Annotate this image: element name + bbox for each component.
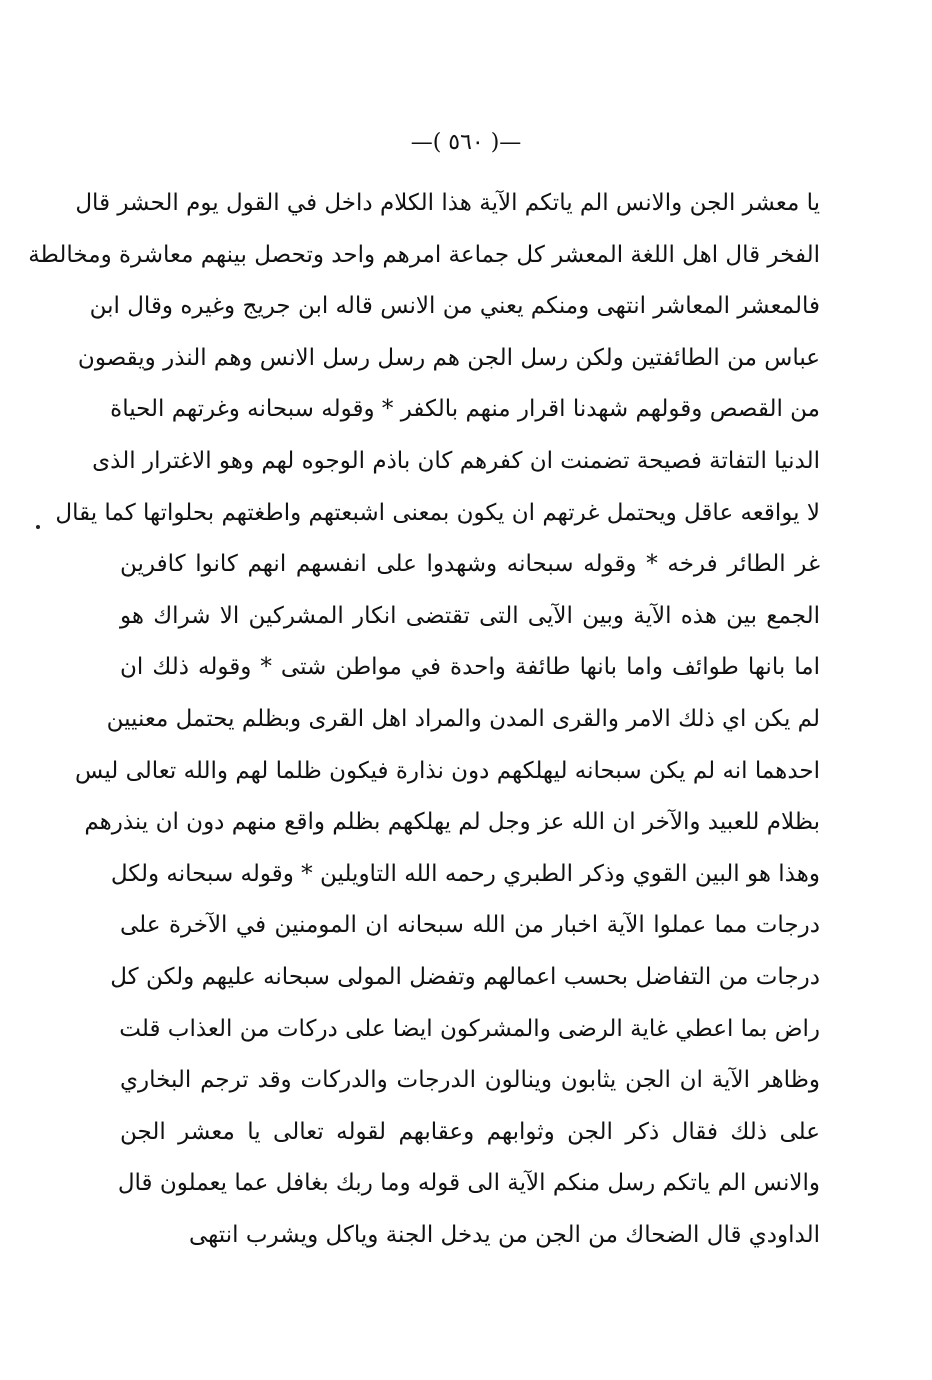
text-line: وظاهر الآية ان الجن يثابون وينالون الدرجات والدركات وقد ترجم البخاري [120,1067,820,1094]
text-line: درجات من التفاضل بحسب اعمالهم وتفضل المولى سبحانه عليهم ولكن كل [110,963,820,990]
text-line: الجمع بين هذه الآية وبين الآيى التى تقتضى انكار المشركين الا شراك هو [120,602,820,629]
text-line: عباس من الطائفتين ولكن رسل الجن هم رسل رسل الانس وهم النذر ويقصون [77,344,820,371]
text-line: وهذا هو البين القوي وذكر الطبري رحمه الله التاويلين * وقوله سبحانه ولكل [110,860,820,887]
text-line: درجات مما عملوا الآية اخبار من الله سبحانه ان المومنين في الآخرة على [120,912,820,939]
text-line: اما بانها طوائف واما بانها طائفة واحدة في مواطن شتى * وقوله ذلك ان [120,654,820,681]
text-line: غر الطائر فرخه * وقوله سبحانه وشهدوا على انفسهم انهم كانوا كافرين [120,551,820,578]
text-line: الدنيا التفاتة فصيحة تضمنت ان كفرهم كان باذم الوجوه لهم وهو الاغترار الذى [92,447,820,474]
text-line: لا يواقعه عاقل ويحتمل غرتهم ان يكون بمعنى اشبعتهم واطغتهم بحلواتها كما يقال [55,499,820,526]
text-line: الداودي قال الضحاك من الجن من يدخل الجنة وياكل ويشرب انتهى [189,1221,820,1248]
text-line: فالمعشر المعاشر انتهى ومنكم يعني من الانس قاله ابن جريج وغيره وقال ابن [89,293,820,320]
text-line: الفخر قال اهل اللغة المعشر كل جماعة امرهم واحد وتحصل بينهم معاشرة ومخالطة [28,241,820,268]
text-line: والانس الم ياتكم رسل منكم الآية الى قوله وما ربك بغافل عما يعملون قال [117,1170,820,1197]
text-line: على ذلك فقال ذكر الجن وثوابهم وعقابهم لقوله تعالى يا معشر الجن [120,1118,820,1145]
text-line: لم يكن اي ذلك الامر والقرى المدن والمراد اهل القرى وبظلم يحتمل معنيين [106,705,820,732]
text-line: راض بما اعطي غاية الرضى والمشركون ايضا على دركات من العذاب قلت [119,1015,820,1042]
page-number: —( ٥٦٠ )— [410,130,522,155]
text-line: من القصص وقولهم شهدنا اقرار منهم بالكفر * وقوله سبحانه وغرتهم الحياة [110,396,820,423]
text-line: يا معشر الجن والانس الم ياتكم الآية هذا الكلام داخل في القول يوم الحشر قال [75,190,820,216]
text-line: احدهما انه لم يكن سبحانه ليهلكهم دون نذارة فيكون ظلما لهم والله تعالى ليس [75,757,820,784]
text-line: بظلام للعبيد والآخر ان الله عز وجل لم يهلكهم بظلم واقع منهم دون ان ينذرهم [84,809,820,836]
text-body [28,178,820,1261]
margin-mark [36,525,40,529]
